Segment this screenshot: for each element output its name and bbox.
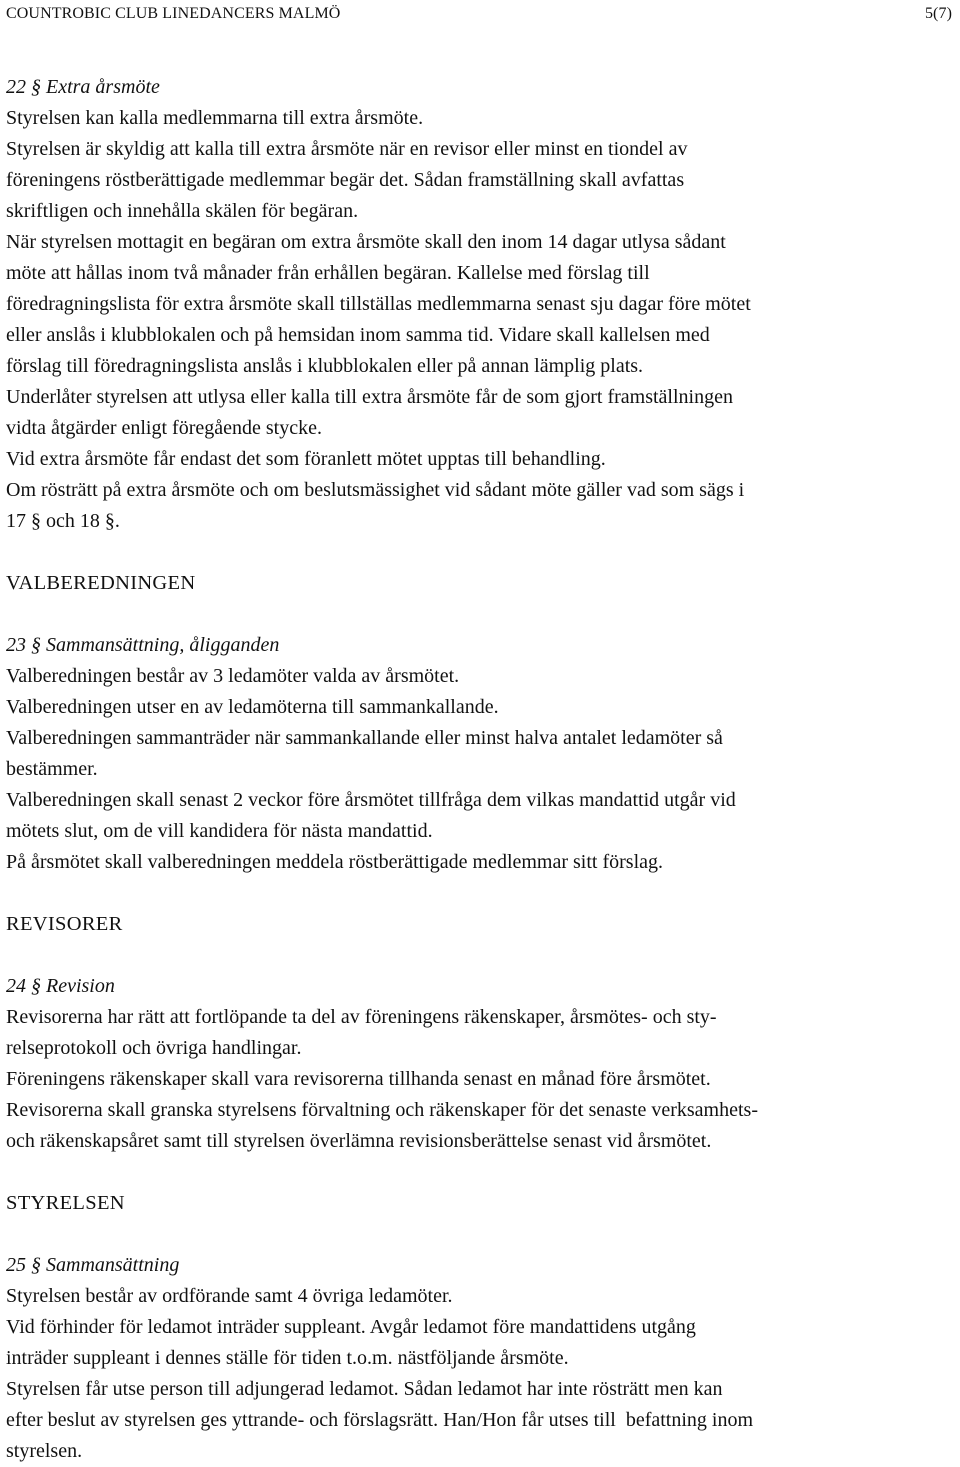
chapter-heading-valberedningen: VALBEREDNINGEN (6, 572, 196, 594)
paragraph-line: förslag till föredragningslista anslås i klubblokalen eller på annan lämplig plats. (6, 355, 644, 377)
paragraph-line: Styrelsen består av ordförande samt 4 övriga ledamöter. (6, 1285, 453, 1307)
club-name: COUNTROBIC CLUB LINEDANCERS MALMÖ (6, 5, 341, 22)
paragraph-line: Revisorerna har rätt att fortlöpande ta del av föreningens räkenskaper, årsmötes- och sty- (6, 1006, 717, 1028)
paragraph-line: skriftligen och innehålla skälen för begäran. (6, 200, 359, 222)
section-24-heading (6, 971, 952, 1002)
paragraph-line: När styrelsen mottagit en begäran om extra årsmöte skall den inom 14 dagar utlysa sådant (6, 231, 726, 253)
chapter-heading-revisorer: REVISORER (6, 913, 123, 935)
section-symbol: § (31, 634, 41, 656)
ref-17: 17 (6, 510, 26, 532)
section-number: 23 (6, 634, 26, 656)
section-23-heading (6, 630, 952, 661)
paragraph-line: möte att hållas inom två månader från erhållen begäran. Kallelse med förslag till (6, 262, 650, 284)
section-number: 22 (6, 76, 26, 98)
paragraph-line: inträder suppleant i dennes ställe för tiden t.o.m. nästföljande årsmöte. (6, 1347, 569, 1369)
paragraph-line: Styrelsen är skyldig att kalla till extra årsmöte när en revisor eller minst en tiondel av (6, 138, 688, 160)
section-symbol: § (104, 510, 115, 532)
paragraph-line: bestämmer. (6, 758, 98, 780)
paragraph-line: Styrelsen kan kalla medlemmarna till extra årsmöte. (6, 107, 424, 129)
paragraph-line: Om rösträtt på extra årsmöte och om beslutsmässighet vid sådant möte gäller vad som sägs i (6, 479, 745, 501)
section-25-heading (6, 1250, 952, 1281)
period: . (114, 510, 120, 532)
section-symbol: § (31, 510, 41, 532)
paragraph-line: Revisorerna skall granska styrelsens förvaltning och räkenskaper för det senaste verksamhets- (6, 1099, 758, 1121)
section-23-body (6, 661, 952, 878)
section-24-body (6, 1002, 952, 1157)
page-number: 5(7) (924, 5, 952, 22)
section-title: Revision (46, 975, 115, 997)
section-symbol: § (31, 1254, 41, 1276)
paragraph-line: föredragningslista för extra årsmöte skall tillställas medlemmarna senast sju dagar före mötet (6, 293, 751, 315)
chapter-heading-styrelsen: STYRELSEN (6, 1192, 125, 1214)
paragraph-line: Valberedningen består av 3 ledamöter valda av årsmötet. (6, 665, 460, 687)
paragraph-line: styrelsen. (6, 1440, 83, 1462)
paragraph-line: På årsmötet skall valberedningen meddela röstberättigade medlemmar sitt förslag. (6, 851, 664, 873)
paragraph-line: föreningens röstberättigade medlemmar begär det. Sådan framställning skall avfattas (6, 169, 685, 191)
paragraph-line-last (6, 506, 952, 537)
section-symbol: § (31, 76, 41, 98)
paragraph-line: Föreningens räkenskaper skall vara revisorerna tillhanda senast en månad före årsmötet. (6, 1068, 711, 1090)
paragraph-line: Valberedningen utser en av ledamöterna till sammankallande. (6, 696, 499, 718)
section-title: Sammansättning (46, 1254, 180, 1276)
section-22-body (6, 103, 952, 537)
section-number: 24 (6, 975, 26, 997)
section-symbol: § (31, 975, 41, 997)
paragraph-line: Valberedningen sammanträder när sammankallande eller minst halva antalet ledamöter så (6, 727, 723, 749)
paragraph-line: Styrelsen får utse person till adjungerad ledamot. Sådan ledamot har inte rösträtt men kan (6, 1378, 723, 1400)
paragraph-line: vidta åtgärder enligt föregående stycke. (6, 417, 322, 439)
paragraph-line: Underlåter styrelsen att utlysa eller kalla till extra årsmöte får de som gjort framställningen (6, 386, 733, 408)
paragraph-line: mötets slut, om de vill kandidera för nästa mandattid. (6, 820, 433, 842)
paragraph-line: efter beslut av styrelsen ges yttrande- och förslagsrätt. Han/Hon får utses till befattning inom (6, 1409, 754, 1431)
section-title: Sammansättning, åligganden (46, 634, 280, 656)
section-title: Extra årsmöte (46, 76, 160, 98)
paragraph-line: Vid extra årsmöte får endast det som föranlett mötet upptas till behandling. (6, 448, 606, 470)
paragraph-line: eller anslås i klubblokalen och på hemsidan inom samma tid. Vidare skall kallelsen med (6, 324, 710, 346)
section-number: 25 (6, 1254, 26, 1276)
ref-18: och 18 (46, 510, 100, 532)
paragraph-line: Valberedningen skall senast 2 veckor före årsmötet tillfråga dem vilkas mandattid utgår vid (6, 789, 736, 811)
section-22-heading (6, 72, 952, 103)
paragraph-line: Vid förhinder för ledamot inträder suppleant. Avgår ledamot före mandattidens utgång (6, 1316, 696, 1338)
document-body (6, 72, 952, 1467)
paragraph-line: och räkenskapsåret samt till styrelsen överlämna revisionsberättelse senast vid årsmötet. (6, 1130, 712, 1152)
paragraph-line: relseprotokoll och övriga handlingar. (6, 1037, 302, 1059)
section-25-body (6, 1281, 952, 1467)
